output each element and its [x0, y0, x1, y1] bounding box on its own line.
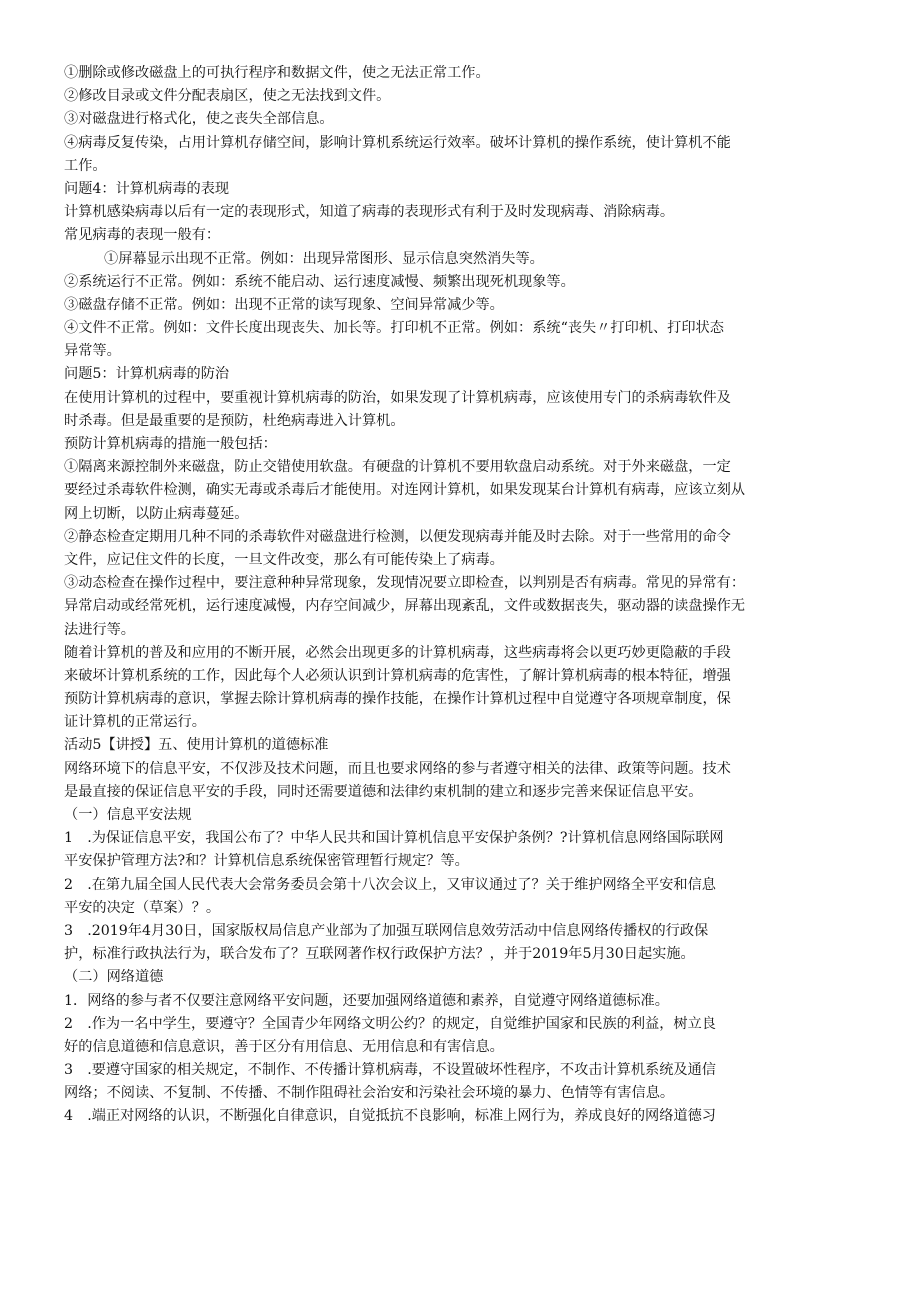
text-line: 预防计算机病毒的措施一般包括： [64, 436, 277, 452]
text-line: 工作。 [64, 157, 107, 174]
text-line: 在使用计算机的过程中，要重视计算机病毒的防治，如果发现了计算机病毒，应该使用专门的杀病毒软件及 [64, 389, 731, 406]
text-line: 3 .2019年4月30日，国家版权局信息产业部为了加强互联网信息效劳活动中信息网络传播权的行政保 [64, 922, 709, 939]
text-line: 4 .端正对网络的认识，不断强化自律意识，自觉抵抗不良影响，标准上网行为，养成良好的网络道德习 [64, 1108, 716, 1125]
text-line: ④病毒反复传染，占用计算机存储空间，影响计算机系统运行效率。破坏计算机的操作系统，使计算机不能 [64, 134, 731, 151]
subsection-heading: （二）网络道德 [64, 969, 164, 986]
text-line: 是最直接的保证信息平安的手段，同时还需要道德和法律约束机制的建立和逐步完善来保证信息平安。 [64, 783, 703, 800]
subsection-heading: （一）信息平安法规 [64, 807, 192, 823]
text-line: 3 .要遵守国家的相关规定，不制作、不传播计算机病毒，不设置破坏性程序，不攻击计算机系统及通信 [64, 1062, 716, 1079]
section-heading: 活动5【讲授】五、使用计算机的道德标准 [64, 737, 329, 754]
text-line: ②静态检查定期用几种不同的杀毒软件对磁盘进行检测，以便发现病毒并能及时去除。对于一些常用的命令 [64, 528, 731, 545]
text-line: 时杀毒。但是最重要的是预防，杜绝病毒进入计算机。 [64, 412, 405, 429]
text-line: 异常启动或经常死机，运行速度减慢，内存空间减少，屏幕出现紊乱，文件或数据丧失，驱动器的读盘操作无 [64, 598, 746, 615]
text-line: ②系统运行不正常。例如：系统不能启动、运行速度减慢、频繁出现死机现象等。 [64, 273, 575, 290]
text-line: 2 .在第九届全国人民代表大会常务委员会第十八次会议上，又审议通过了？关于维护网络全平安和信息 [64, 876, 716, 893]
text-line: 2 .作为一名中学生，要遵守？全国青少年网络文明公约？的规定，自觉维护国家和民族的利益，树立良 [64, 1015, 716, 1032]
text-line: 平安的决定（草案）？。 [64, 899, 221, 916]
text-line: 计算机感染病毒以后有一定的表现形式，知道了病毒的表现形式有利于及时发现病毒、消除病毒。 [64, 204, 675, 221]
text-line: 法进行等。 [64, 621, 135, 638]
text-line: 要经过杀毒软件检测，确实无毒或杀毒后才能使用。对连网计算机，如果发现某台计算机有病毒，应该立刻从 [64, 482, 746, 499]
text-line: 预防计算机病毒的意识，掌握去除计算机病毒的操作技能，在操作计算机过程中自觉遵守各项规章制度，保 [64, 691, 731, 708]
text-line: 护，标准行政执法行为，联合发布了？互联网著作权行政保护方法？，并于2019年5月30日起实施。 [64, 946, 695, 963]
text-line: ①屏幕显示出现不正常。例如：出现异常图形、显示信息突然消失等。 [104, 250, 544, 267]
text-line: 异常等。 [64, 343, 121, 360]
text-line: ③动态检查在操作过程中，要注意种种异常现象，发现情况要立即检查，以判别是否有病毒。常见的异常有： [64, 575, 746, 592]
text-line: 文件，应记住文件的长度，一旦文件改变，那么有可能传染上了病毒。 [64, 551, 504, 568]
text-line: ③磁盘存储不正常。例如：出现不正常的读写现象、空间异常减少等。 [64, 296, 504, 313]
document-page [64, 62, 860, 1129]
text-line: 随着计算机的普及和应用的不断开展，必然会出现更多的计算机病毒，这些病毒将会以更巧妙更隐蔽的手段 [64, 644, 731, 661]
text-line: 常见病毒的表现一般有： [64, 227, 221, 244]
text-line: 好的信息道德和信息意识，善于区分有用信息、无用信息和有害信息。 [64, 1038, 504, 1055]
text-line: ②修改目录或文件分配表扇区，使之无法找到文件。 [64, 88, 391, 105]
text-line: 网络环境下的信息平安，不仅涉及技术问题，而且也要求网络的参与者遵守相关的法律、政策等问题。技术 [64, 760, 731, 777]
text-line: ③对磁盘进行格式化，使之丧失全部信息。 [64, 111, 334, 128]
text-line: 1 .为保证信息平安，我国公布了？中华人民共和国计算机信息平安保护条例？?计算机信息网络国际联网 [64, 830, 724, 847]
text-line: 网上切断，以防止病毒蔓延。 [64, 505, 249, 522]
section-heading: 问题5：计算机病毒的防治 [64, 366, 230, 383]
text-line: ①删除或修改磁盘上的可执行程序和数据文件，使之无法正常工作。 [64, 65, 490, 81]
text-line: 证计算机的正常运行。 [64, 714, 206, 731]
text-line: 平安保护管理方法?和？计算机信息系统保密管理暂行规定？等。 [64, 853, 469, 870]
text-line: ④文件不正常。例如：文件长度出现丧失、加长等。打印机不正常。例如：系统“丧失〃打印机、打印状态 [64, 320, 724, 337]
text-line: 来破坏计算机系统的工作，因此每个人必须认识到计算机病毒的危害性，了解计算机病毒的根本特征，增强 [64, 667, 731, 684]
section-heading: 问题4：计算机病毒的表现 [64, 180, 230, 197]
text-line: ①隔离来源控制外来磁盘，防止交错使用软盘。有硬盘的计算机不要用软盘启动系统。对于外来磁盘，一定 [64, 459, 731, 476]
text-line: 1．网络的参与者不仅要注意网络平安问题，还要加强网络道德和素养，自觉遵守网络道德标准。 [64, 992, 669, 1009]
text-line: 网络；不阅读、不复制、不传播、不制作阻碍社会治安和污染社会环境的暴力、色情等有害信息。 [64, 1085, 675, 1102]
